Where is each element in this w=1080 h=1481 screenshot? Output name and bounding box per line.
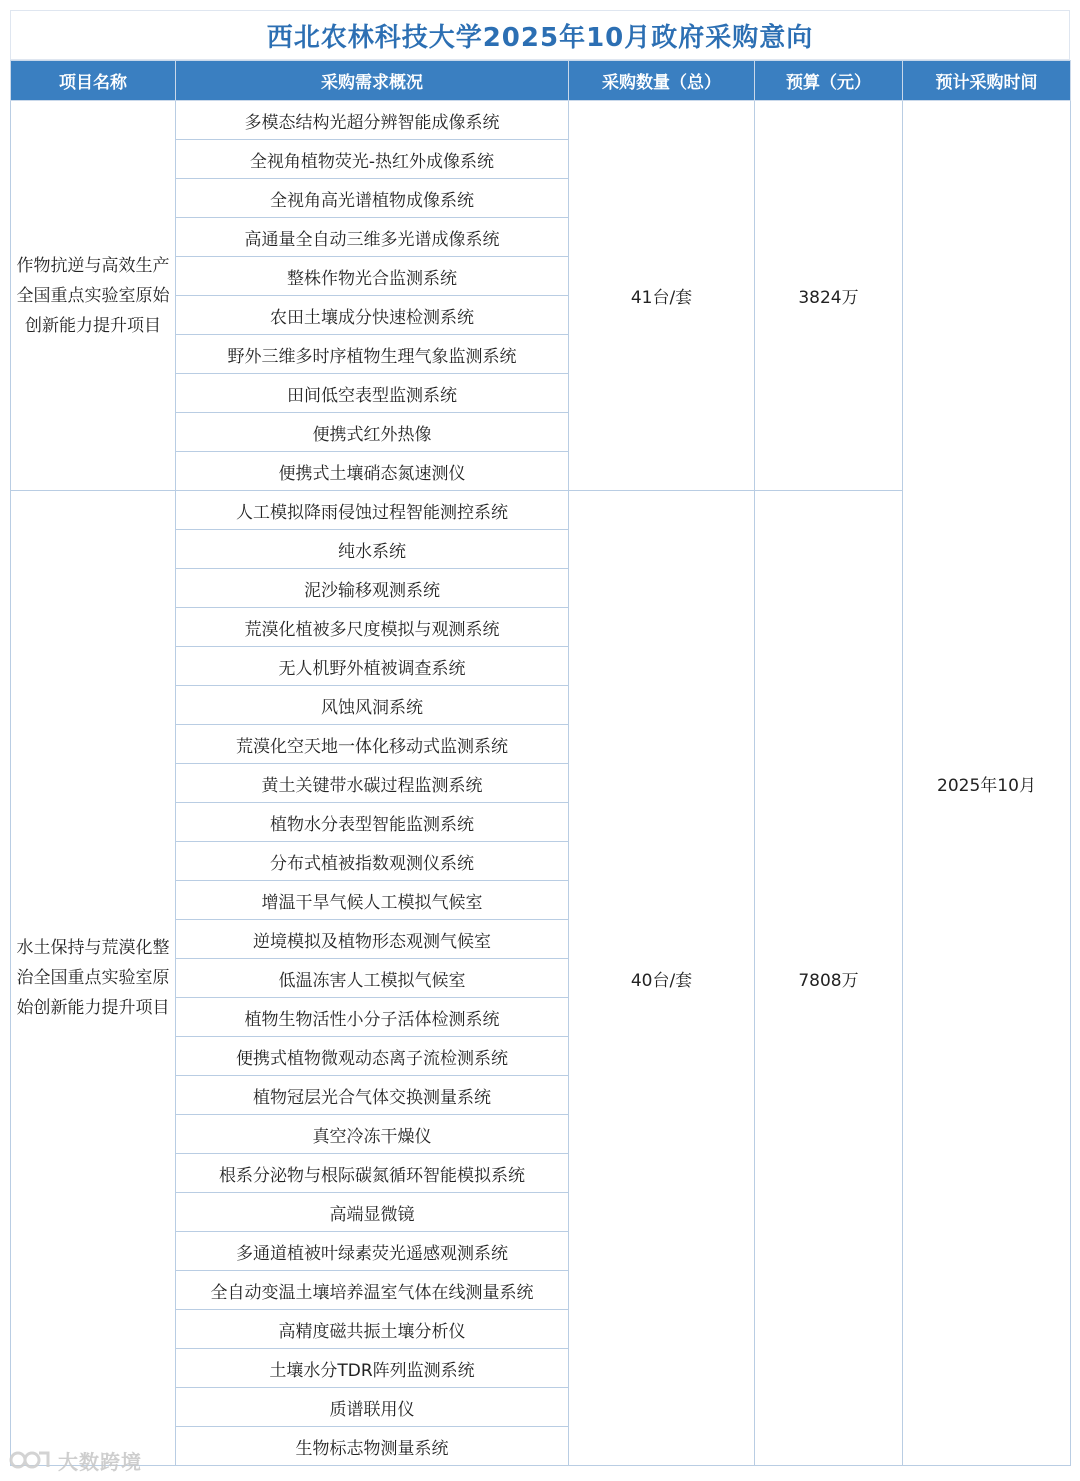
- requirement-item-cell: 风蚀风洞系统: [176, 686, 569, 725]
- watermark-logo-icon: [8, 1447, 52, 1473]
- header-budget: 预算（元）: [755, 61, 903, 101]
- budget-cell: 3824万: [755, 101, 903, 491]
- quantity-cell: 40台/套: [569, 491, 755, 1466]
- procurement-table: [10, 60, 1071, 1466]
- requirement-item-cell: 质谱联用仪: [176, 1388, 569, 1427]
- watermark-text: 大数跨境: [58, 1449, 142, 1474]
- requirement-item-cell: 荒漠化植被多尺度模拟与观测系统: [176, 608, 569, 647]
- requirement-item-cell: 全自动变温土壤培养温室气体在线测量系统: [176, 1271, 569, 1310]
- project-name-cell: 水土保持与荒漠化整治全国重点实验室原始创新能力提升项目: [11, 491, 176, 1466]
- requirement-item-cell: 多模态结构光超分辨智能成像系统: [176, 101, 569, 140]
- header-requirement: 采购需求概况: [176, 61, 569, 101]
- requirement-item-cell: 便携式红外热像: [176, 413, 569, 452]
- requirement-item-cell: 低温冻害人工模拟气候室: [176, 959, 569, 998]
- requirement-item-cell: 农田土壤成分快速检测系统: [176, 296, 569, 335]
- requirement-item-cell: 全视角植物荧光-热红外成像系统: [176, 140, 569, 179]
- requirement-item-cell: 根系分泌物与根际碳氮循环智能模拟系统: [176, 1154, 569, 1193]
- requirement-item-cell: 多通道植被叶绿素荧光遥感观测系统: [176, 1232, 569, 1271]
- requirement-item-cell: 田间低空表型监测系统: [176, 374, 569, 413]
- requirement-item-cell: 真空冷冻干燥仪: [176, 1115, 569, 1154]
- requirement-item-cell: 黄土关键带水碳过程监测系统: [176, 764, 569, 803]
- requirement-item-cell: 高精度磁共振土壤分析仪: [176, 1310, 569, 1349]
- requirement-item-cell: 植物冠层光合气体交换测量系统: [176, 1076, 569, 1115]
- requirement-item-cell: 人工模拟降雨侵蚀过程智能测控系统: [176, 491, 569, 530]
- requirement-item-cell: 便携式土壤硝态氮速测仪: [176, 452, 569, 491]
- title-bar: [10, 10, 1070, 60]
- requirement-item-cell: 荒漠化空天地一体化移动式监测系统: [176, 725, 569, 764]
- header-purchase-time: 预计采购时间: [903, 61, 1071, 101]
- requirement-item-cell: 植物水分表型智能监测系统: [176, 803, 569, 842]
- requirement-item-cell: 全视角高光谱植物成像系统: [176, 179, 569, 218]
- requirement-item-cell: 植物生物活性小分子活体检测系统: [176, 998, 569, 1037]
- requirement-item-cell: 高通量全自动三维多光谱成像系统: [176, 218, 569, 257]
- header-project-name: 项目名称: [11, 61, 176, 101]
- table-row: [11, 101, 1071, 140]
- requirement-item-cell: 生物标志物测量系统: [176, 1427, 569, 1466]
- requirement-item-cell: 逆境模拟及植物形态观测气候室: [176, 920, 569, 959]
- quantity-cell: 41台/套: [569, 101, 755, 491]
- budget-cell: 7808万: [755, 491, 903, 1466]
- requirement-item-cell: 野外三维多时序植物生理气象监测系统: [176, 335, 569, 374]
- requirement-item-cell: 整株作物光合监测系统: [176, 257, 569, 296]
- page-title: 西北农林科技大学2025年10月政府采购意向: [266, 22, 814, 53]
- requirement-item-cell: 增温干旱气候人工模拟气候室: [176, 881, 569, 920]
- requirement-item-cell: 高端显微镜: [176, 1193, 569, 1232]
- header-quantity: 采购数量（总）: [569, 61, 755, 101]
- table-header-row: [11, 61, 1071, 101]
- requirement-item-cell: 分布式植被指数观测仪系统: [176, 842, 569, 881]
- table-body: [11, 101, 1071, 1466]
- requirement-item-cell: 便携式植物微观动态离子流检测系统: [176, 1037, 569, 1076]
- requirement-item-cell: 无人机野外植被调查系统: [176, 647, 569, 686]
- watermark: [8, 1446, 142, 1474]
- project-name-cell: 作物抗逆与高效生产全国重点实验室原始创新能力提升项目: [11, 101, 176, 491]
- requirement-item-cell: 泥沙输移观测系统: [176, 569, 569, 608]
- requirement-item-cell: 土壤水分TDR阵列监测系统: [176, 1349, 569, 1388]
- requirement-item-cell: 纯水系统: [176, 530, 569, 569]
- purchase-time-cell: 2025年10月: [903, 101, 1071, 1466]
